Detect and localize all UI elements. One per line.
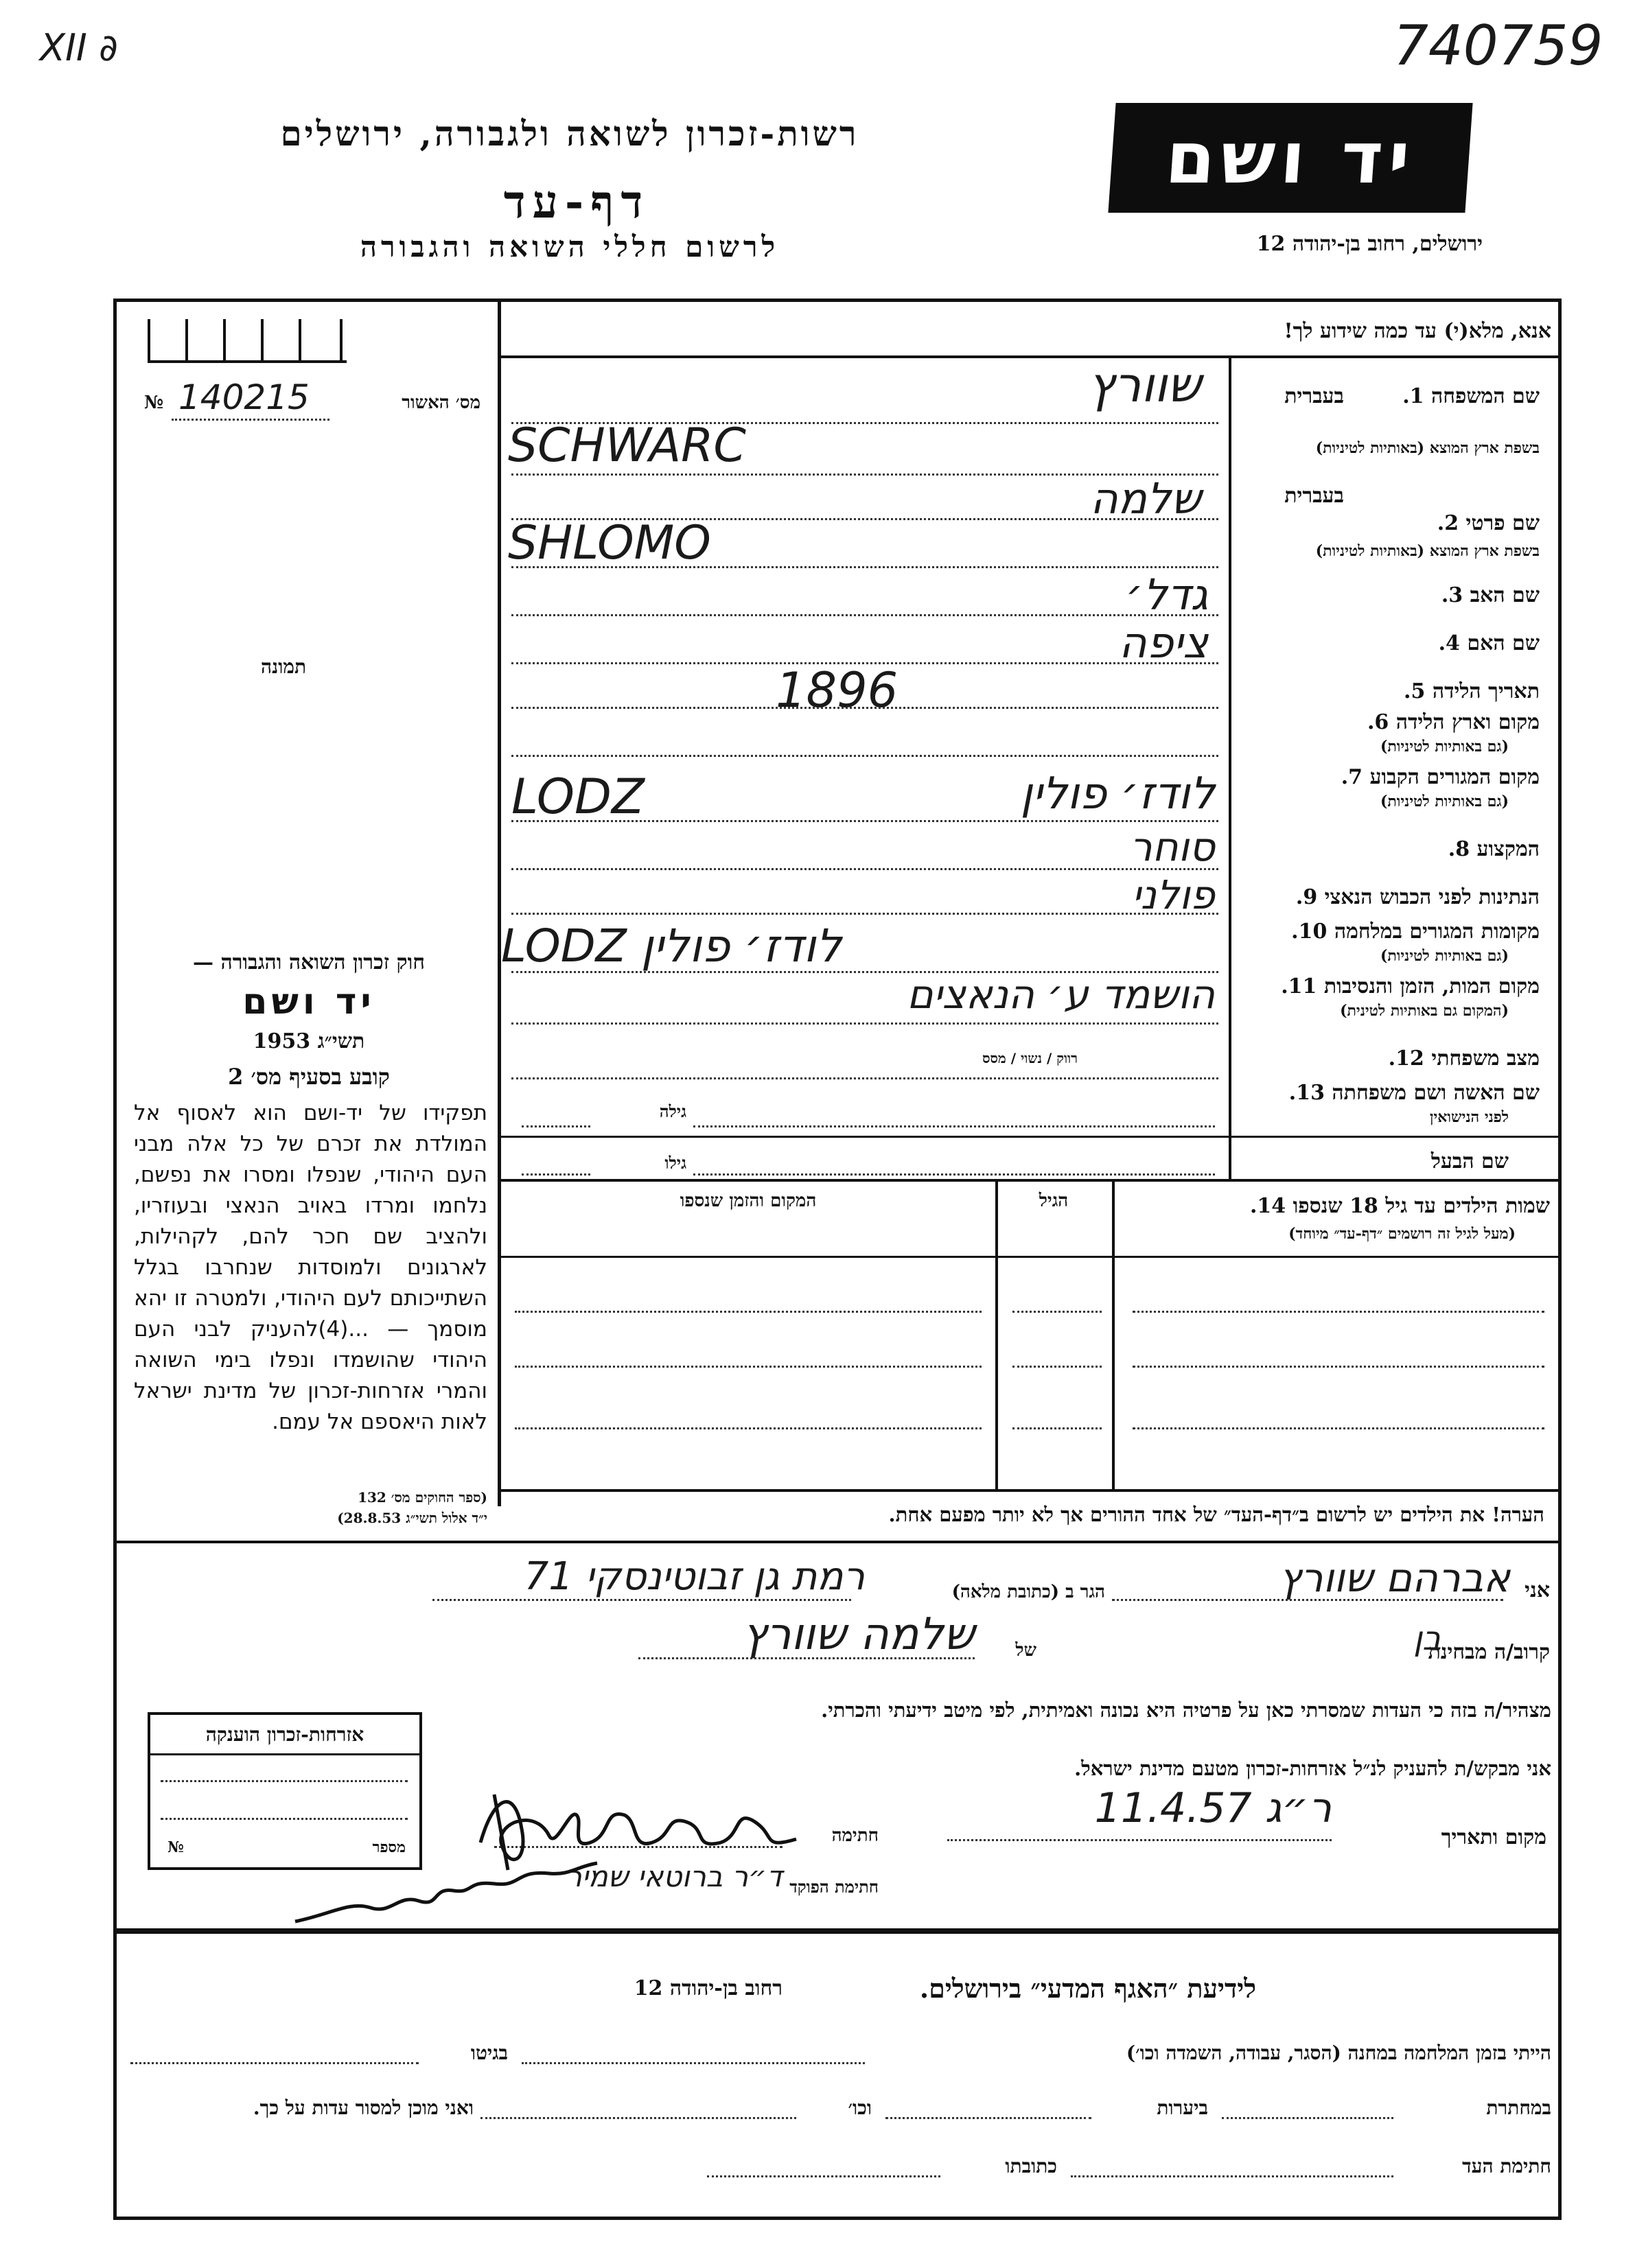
field-1-label: שם המשפחה 1.	[1402, 384, 1540, 408]
field-2-label: שם פרטי 2.	[1437, 511, 1540, 535]
citizenship-number-prefix: №	[167, 1838, 184, 1856]
signature-label: חתימה	[831, 1825, 879, 1846]
field-1-value-latin: SCHWARC	[508, 419, 746, 473]
children-col-age: הגיל	[1039, 1191, 1069, 1211]
field-10-sub: (גם באותיות לטיניות)	[1380, 947, 1509, 965]
field-11-line	[511, 1022, 1218, 1025]
witness-name-line	[1112, 1599, 1503, 1601]
place-date-line	[947, 1839, 1332, 1841]
citizenship-line-1	[161, 1780, 408, 1782]
field-13-label: שם האשה ושם משפחתה 13.	[1288, 1081, 1540, 1105]
children-row-3-place	[515, 1427, 982, 1429]
place-date-label: מקום ותאריך	[1441, 1825, 1546, 1849]
field-9-label: הנתינות לפני הכבוש הנאצי 9.	[1295, 885, 1540, 909]
field-12-label: מצב משפחתי 12.	[1388, 1047, 1540, 1071]
relation-value: בן	[1413, 1620, 1441, 1658]
children-col-2	[1112, 1179, 1115, 1491]
field-3-line	[511, 614, 1218, 616]
field-7-label: מקום המגורים הקבוע 7.	[1341, 765, 1540, 789]
children-note: הערה! את הילדים יש לרשום ב״דף-העד״ של אחד ההורים אך לא יותר מפעם אחת.	[888, 1503, 1544, 1526]
archive-mark: XII ∂	[40, 26, 118, 69]
footer-forest-label: ביערות	[1157, 2096, 1208, 2119]
footer-underground-line	[1222, 2117, 1393, 2119]
form-title: דף-עד	[503, 175, 650, 229]
field-7-sub: (גם באותיות לטיניות)	[1380, 793, 1509, 810]
children-row-2-place	[515, 1366, 982, 1368]
witness-address: רמת גן זבוטינסקי 71	[524, 1554, 865, 1599]
field-12-options: רווק / נשוי / מסס	[982, 1050, 1078, 1066]
approval-number	[137, 377, 480, 419]
field-14-sub: (מעל לגיל זה רושמים ״דף-עד״ מיוחד)	[1288, 1225, 1516, 1243]
husband-name-line	[693, 1173, 1215, 1176]
approval-label: מס׳ האשור	[402, 393, 480, 413]
children-row-1-place	[515, 1311, 982, 1313]
officer-label: חתימת הפוקד	[789, 1877, 879, 1897]
field-8-line	[511, 868, 1218, 870]
logo-text: יד ושם	[1163, 116, 1418, 200]
field-1-hebrew-tag: בעברית	[1284, 384, 1344, 408]
footer-witness-sig-line	[1071, 2175, 1393, 2177]
footer-camp-label: הייתי בזמן המלחמה במחנה (הסגר, עבודה, השמדה וכו׳)	[1126, 2042, 1551, 2064]
children-col-1	[995, 1179, 998, 1491]
approval-value: 140215	[178, 377, 310, 417]
declaration-ani: אני	[1525, 1578, 1550, 1602]
field-7-value: LODZ	[511, 769, 645, 825]
deceased-name-line	[638, 1657, 975, 1659]
field-5-line	[511, 707, 1218, 709]
wife-age-line	[522, 1125, 590, 1127]
wife-name-line	[693, 1125, 1215, 1127]
law-name: יד ושם	[242, 981, 375, 1022]
citizenship-line-2	[161, 1818, 408, 1820]
field-13-sub: לפני הנישואין	[1429, 1108, 1509, 1126]
field-14-label: שמות הילדים עד גיל 18 שנספו 14.	[1249, 1194, 1550, 1218]
footer-etc-line	[480, 2117, 796, 2119]
footer-forest-line	[885, 2117, 1091, 2119]
citizenship-number-label: מספר	[372, 1838, 406, 1856]
deceased-name: שלמה שוורץ	[742, 1609, 975, 1660]
ticks	[148, 319, 347, 363]
law-year: תשי״ג 1953	[253, 1029, 365, 1053]
field-1-value-hebrew: שוורץ	[1087, 357, 1201, 413]
institute-name: רשות-זכרון לשואה ולגבורה, ירושלים	[280, 113, 859, 154]
field-8-label: המקצוע 8.	[1448, 837, 1540, 861]
field-6-value: לודז׳ פולין	[1020, 769, 1215, 819]
footer-ghetto-line	[130, 2062, 419, 2064]
citizenship-box	[148, 1712, 422, 1870]
footer-camp-line	[522, 2062, 865, 2064]
place-date-value: ר״ג 11.4.57	[1094, 1784, 1332, 1832]
footer-heading: לידיעת ״האגף המדעי״ בירושלים.	[919, 1973, 1256, 2004]
form-subtitle: לרשום חללי השואה והגבורה	[360, 230, 780, 264]
footer-ready-text: ואני מוכן למסור עדות על כך.	[253, 2096, 474, 2119]
field-4-value: ציפה	[1119, 618, 1208, 668]
field-11-sub: (המקום גם באותיות לטינית)	[1340, 1002, 1509, 1020]
field-10-label: מקומות המגורים במלחמה 10.	[1291, 920, 1540, 944]
field-10-value: LODZ לודז׳ פולין	[501, 920, 842, 972]
field-12-line	[511, 1077, 1218, 1079]
law-text: תפקידו של יד-ושם הוא לאסוף אל המולדת את זכרם של כל אלה מבני העם היהודי, שנפלו ומסרו את נפשם, נלחמו ומרדו באויב הנאצי ובעוזריו, ולהציב שם חכר להם, לקהילות, לארגונים ולמוסדות שנחרבו בגלל השתייכותם לעם היהודי, ולמטרה זו יהא מוסמך — ...(4)להעניק לבני העם היהודי שהושמדו ונפלו בימי השואה והמרי אזרחות-זכרון של מדינת ישראל לאות היאספם אל עמם.	[134, 1101, 487, 1434]
witness-name: אברהם שוורץ	[1279, 1554, 1510, 1601]
field-4-label: שם האם 4.	[1438, 631, 1540, 655]
attest-text: מצהיר/ה בזה כי העדות שמסרתי כאן על פרטיה היא נכונה ואמיתית, לפי מיטב ידיעתי והכרתי.	[821, 1698, 1551, 1722]
request-text: אני מבקש/ת להעניק לנ״ל אזרחות-זכרון מטעם מדינת ישראל.	[1074, 1757, 1551, 1780]
field-5-label: תאריך הלידה 5.	[1404, 679, 1540, 703]
field-6-label: מקום וארץ הלידה 6.	[1367, 710, 1540, 734]
law-source: (ספר החוקים מס׳ 132	[358, 1489, 487, 1506]
intro-text: אנא, מלא(י) עד כמה שידוע לך!	[1284, 319, 1551, 343]
footer-heading-address: רחוב בן-יהודה 12	[634, 1976, 783, 2000]
law-header: חוק זכרון השואה והגבורה —	[193, 950, 425, 974]
field-2-hebrew-tag: בעברית	[1284, 484, 1344, 508]
husband-age-label: גילו	[664, 1153, 686, 1173]
wife-age-label: גילה	[659, 1101, 686, 1121]
children-row-1-name	[1133, 1311, 1544, 1313]
law-clause: קובע בסעיף מס׳ 2	[228, 1064, 390, 1090]
witness-address-line	[432, 1599, 851, 1601]
children-row-3-age	[1012, 1427, 1102, 1429]
field-7-line	[511, 820, 1218, 822]
field-8-value: סוחר	[1129, 823, 1215, 870]
field-9-line	[511, 913, 1218, 915]
officer-value: ד״ר ברוטאי שמיר	[566, 1860, 783, 1893]
label-column-divider	[1229, 355, 1231, 1179]
husband-label: שם הבעל	[1430, 1149, 1509, 1173]
children-header-rule	[498, 1256, 1562, 1258]
field-2-value-latin: SHLOMO	[508, 516, 711, 570]
field-2-line-b	[511, 566, 1218, 568]
of-label: של	[1015, 1640, 1036, 1661]
archive-number: 740759	[1393, 14, 1603, 78]
photo-label: תמונה	[261, 655, 307, 678]
footer-underground-label: במחתרת	[1486, 2096, 1551, 2119]
note-rule	[113, 1541, 1562, 1543]
field-6-sub: (גם באותיות לטיניות)	[1380, 738, 1509, 756]
field-1-sub: בשפת ארץ המוצא (באותיות לטיניות)	[1315, 439, 1540, 457]
field-5-value: 1896	[776, 662, 899, 718]
field-3-label: שם האב 3.	[1441, 583, 1540, 607]
field-2-sub: בשפת ארץ המוצא (באותיות לטיניות)	[1315, 542, 1540, 560]
children-col-place: המקום והזמן שנספו	[680, 1191, 817, 1211]
children-bottom-rule	[498, 1489, 1562, 1492]
field-6-line	[511, 755, 1218, 757]
left-column-divider	[498, 299, 501, 1506]
footer-witness-sig-label: חתימת העד	[1462, 2155, 1551, 2177]
children-row-2-name	[1133, 1366, 1544, 1368]
logo	[1108, 103, 1472, 213]
field-3-value: גדל׳	[1125, 570, 1208, 620]
law-source-2: י״ד אלול תשי״ג 28.8.53)	[337, 1510, 487, 1526]
footer-ghetto-label: בגיטו	[470, 2042, 508, 2064]
footer-address-label: כתובתו	[1005, 2155, 1057, 2177]
children-top-rule	[498, 1179, 1562, 1182]
approval-line	[172, 419, 329, 421]
relation-label: קרוב/ה מבחינת	[1428, 1640, 1550, 1664]
children-row-2-age	[1012, 1366, 1102, 1368]
field-11-value: הושמד ע׳ הנאצים	[907, 971, 1215, 1018]
citizenship-title: אזרחות-זכרון הוענקה	[150, 1723, 419, 1755]
field-13-rule	[498, 1136, 1562, 1138]
approval-prefix: №	[144, 393, 164, 413]
children-row-3-name	[1133, 1427, 1544, 1429]
address: ירושלים, רחוב בן-יהודה 12	[1256, 232, 1483, 256]
field-9-value: פולני	[1131, 872, 1215, 918]
footer-etc-label: וכו׳	[848, 2096, 872, 2119]
husband-age-line	[522, 1173, 590, 1176]
field-2-value-hebrew: שלמה	[1090, 474, 1201, 524]
resides-label: הגר ב (כתובת מלאה)	[951, 1582, 1105, 1602]
field-11-label: מקום המות, הזמן והנסיבות 11.	[1281, 974, 1540, 998]
footer-address-line	[707, 2175, 940, 2177]
children-row-1-age	[1012, 1311, 1102, 1313]
